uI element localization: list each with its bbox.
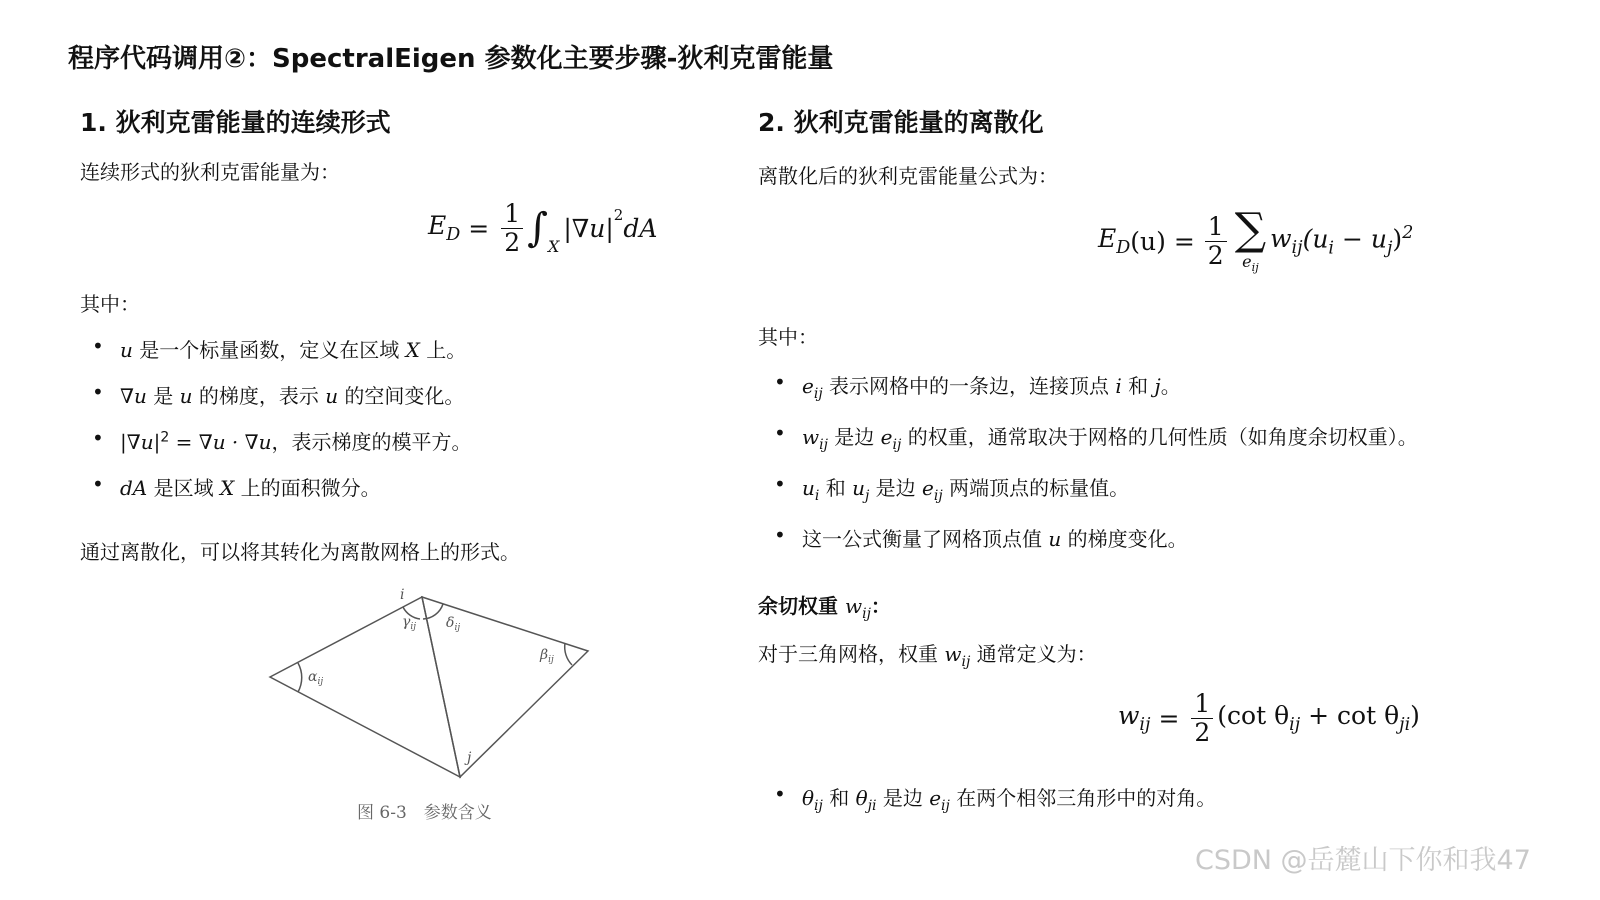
right-where: 其中： — [758, 325, 818, 349]
grad-term: |∇u| — [563, 213, 614, 243]
grad-sup: 2 — [613, 206, 624, 224]
gamma-label: $\gamma_{ij}$ — [402, 614, 417, 632]
left-where: 其中： — [80, 292, 140, 316]
list-item: • $e_{ij}$ 表示网格中的一条边，连接顶点 i 和 j。 — [762, 370, 1418, 421]
half-fraction: $\frac{1}{2}$ — [1205, 213, 1227, 269]
frac-num: 1 — [501, 200, 523, 229]
left-intro: 连续形式的狄利克雷能量为： — [80, 160, 340, 184]
frac-den: 2 — [504, 227, 521, 257]
list-item: • u 是一个标量函数，定义在区域 X 上。 — [80, 334, 472, 380]
eq-equals: = — [468, 213, 490, 243]
list-item: • $w_{ij}$ 是边 $e_{ij}$ 的权重，通常取决于网格的几何性质（如角度余切权重）。 — [762, 421, 1418, 472]
right-intro: 离散化后的狄利克雷能量公式为： — [758, 164, 1058, 188]
theta-bullet-list — [762, 782, 1216, 828]
beta-label: $\beta_{ij}$ — [540, 647, 554, 665]
delta-label: $\delta_{ij}$ — [446, 615, 461, 633]
eq-lhs-sub: D — [446, 225, 461, 245]
list-item: • $\theta_{ij}$ 和 $\theta_{ji}$ 是边 $e_{ij}$ 在两个相邻三角形中的对角。 — [762, 782, 1216, 828]
half-fraction: $\frac{1}{2}$ — [1191, 690, 1213, 746]
figure-caption: 图 6-3 参数含义 — [357, 803, 492, 823]
cot-weight-heading: 余切权重 $w_{ij}$： — [758, 594, 891, 622]
sum-operator: ∑ $e_{ij}$ — [1234, 204, 1267, 275]
left-outro: 通过离散化，可以将其转化为离散网格上的形式。 — [80, 540, 520, 564]
integral-sign: ∫ — [527, 205, 548, 251]
left-triangle — [270, 597, 460, 777]
left-heading: 1. 狄利克雷能量的连续形式 — [80, 108, 391, 137]
mesh-angle-figure — [260, 585, 600, 825]
vertex-i-label: i — [400, 587, 405, 603]
watermark: CSDN @岳麓山下你和我47 — [1195, 845, 1531, 876]
alpha-label: $\alpha_{ij}$ — [308, 669, 324, 687]
discrete-energy-equation: $E_D$ (u) = $\frac{1}{2}$ ∑ $e_{ij}$ $w_{ij}$ $(u_i - u_j)^2$ — [1098, 204, 1414, 275]
integral-sub: X — [547, 237, 560, 256]
cot-weight-equation: $w_{ij}$ = $\frac{1}{2}$ (cot $\theta_{ij} + \cot \theta_{ji}$) — [1118, 689, 1420, 747]
right-bullet-list — [762, 370, 1418, 574]
list-item: • 这一公式衡量了网格顶点值 u 的梯度变化。 — [762, 523, 1418, 574]
list-item: • ∇u 是 u 的梯度，表示 u 的空间变化。 — [80, 380, 472, 426]
cot-weight-intro: 对于三角网格，权重 $w_{ij}$ 通常定义为： — [758, 642, 1097, 670]
list-item: • dA 是区域 X 上的面积微分。 — [80, 472, 472, 518]
left-bullet-list — [80, 334, 472, 518]
continuous-energy-equation — [428, 200, 657, 256]
eq-lhs: E — [428, 211, 447, 240]
list-item: • $u_i$ 和 $u_j$ 是边 $e_{ij}$ 两端顶点的标量值。 — [762, 472, 1418, 523]
alpha-arc — [298, 663, 302, 692]
beta-arc — [565, 643, 572, 665]
area-element: dA — [623, 213, 658, 243]
right-heading: 2. 狄利克雷能量的离散化 — [758, 108, 1044, 137]
vertex-j-label: j — [467, 750, 472, 766]
list-item: • $|\nabla u|^2 = \nabla u \cdot \nabla u$，表示梯度的模平方。 — [80, 426, 472, 472]
half-fraction — [501, 200, 523, 256]
page-title: 程序代码调用②：SpectralEigen 参数化主要步骤-狄利克雷能量 — [68, 44, 834, 74]
